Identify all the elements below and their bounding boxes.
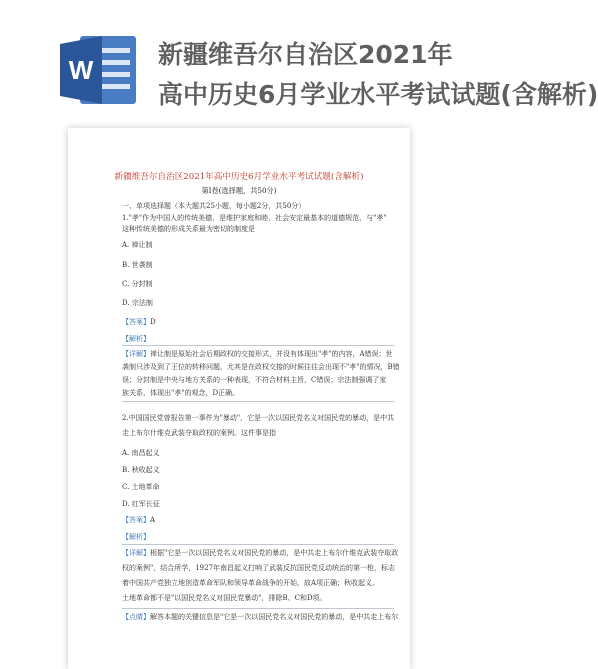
q2-option-d: D. 红军长征 — [122, 500, 160, 508]
q1-text-line1: 1."孝"作为中国人的传统美德，是维护家庭和睦、社会安定最基本的道德规范，与"孝" — [122, 214, 387, 222]
q1-option-d: D. 宗法制 — [122, 299, 153, 307]
q2-text-line2: 走上布尔什维克武装夺取政权的案例。这件事是指 — [122, 429, 276, 437]
word-icon — [58, 30, 140, 110]
q1-answer: 【答案】D — [122, 318, 156, 326]
q1-option-c: C. 分封制 — [122, 280, 153, 288]
q1-text-line2: 这种传统美德的形成关系最为密切的制度是 — [122, 225, 255, 233]
q1-analysis: 【解析】 — [122, 335, 150, 343]
cover-title-line1: 新疆维吾尔自治区2021年 — [158, 40, 453, 69]
section-heading: 一、单项选择题（本大题共25小题，每小题2分，共50分） — [122, 202, 306, 210]
divider — [122, 401, 394, 402]
q2-point: 【点睛】解答本题的关键信息是"它是一次以国民党名义对国民党的暴动，是中共走上布尔 — [122, 613, 399, 621]
divider — [122, 345, 394, 346]
q1-detail-line1: 【详解】禅让制是原始社会后期政权的交接形式，并没有体现出"孝"的内容，A错误；世 — [122, 350, 393, 358]
q1-detail-line4: 族关系，体现出"孝"的观念，D正确。 — [122, 389, 240, 397]
document-page — [68, 128, 410, 669]
q1-option-a: A. 禅让制 — [122, 241, 153, 249]
q2-option-c: C. 土地革命 — [122, 483, 160, 491]
cover-title-line2: 高中历史6月学业水平考试试题(含解析) — [158, 80, 598, 109]
q2-option-b: B. 秋收起义 — [122, 466, 160, 474]
cover-header — [0, 0, 598, 130]
q2-detail-line3: 着中国共产党独立地创造革命军队和领导革命战争的开始，故A项正确；秋收起义、 — [122, 579, 380, 587]
q2-option-a: A. 南昌起义 — [122, 449, 160, 457]
q1-detail-line3: 误；分封制是中央与地方关系的一种表现，不符合材料主旨，C错误；宗法制强调了家 — [122, 376, 387, 384]
q1-option-b: B. 世袭制 — [122, 261, 153, 269]
svg-text:W: W — [68, 55, 94, 85]
divider — [122, 544, 394, 545]
q2-answer: 【答案】A — [122, 516, 156, 524]
q2-detail-line4: 土地革命都不是"以国民党名义对国民党暴动"，排除B、C和D项。 — [122, 594, 327, 602]
q2-analysis: 【解析】 — [122, 533, 150, 541]
q2-detail-line2: 权的案例"，结合所学，1927年南昌起义打响了武装反抗国民党反动统治的第一枪，标志 — [122, 564, 396, 572]
q2-detail-line1: 【详解】根据"它是一次以国民党名义对国民党的暴动，是中共走上布尔什维克武装夺取政 — [122, 549, 399, 557]
q2-text-line1: 2.中国国民党曾报告第一事件为"暴动"，它是一次以国民党名义对国民党的暴动，是中共 — [122, 414, 395, 422]
document-title: 新疆维吾尔自治区2021年高中历史6月学业水平考试试题(含解析) — [114, 172, 364, 182]
volume-heading: 第Ⅰ卷(选择题，共50分) — [201, 186, 277, 195]
divider — [122, 608, 394, 609]
q1-detail-line2: 袭制只涉及到了王位的转移问题，尤其是在政权交接的时候往往会出现不"孝"的情况，B错 — [122, 363, 400, 371]
